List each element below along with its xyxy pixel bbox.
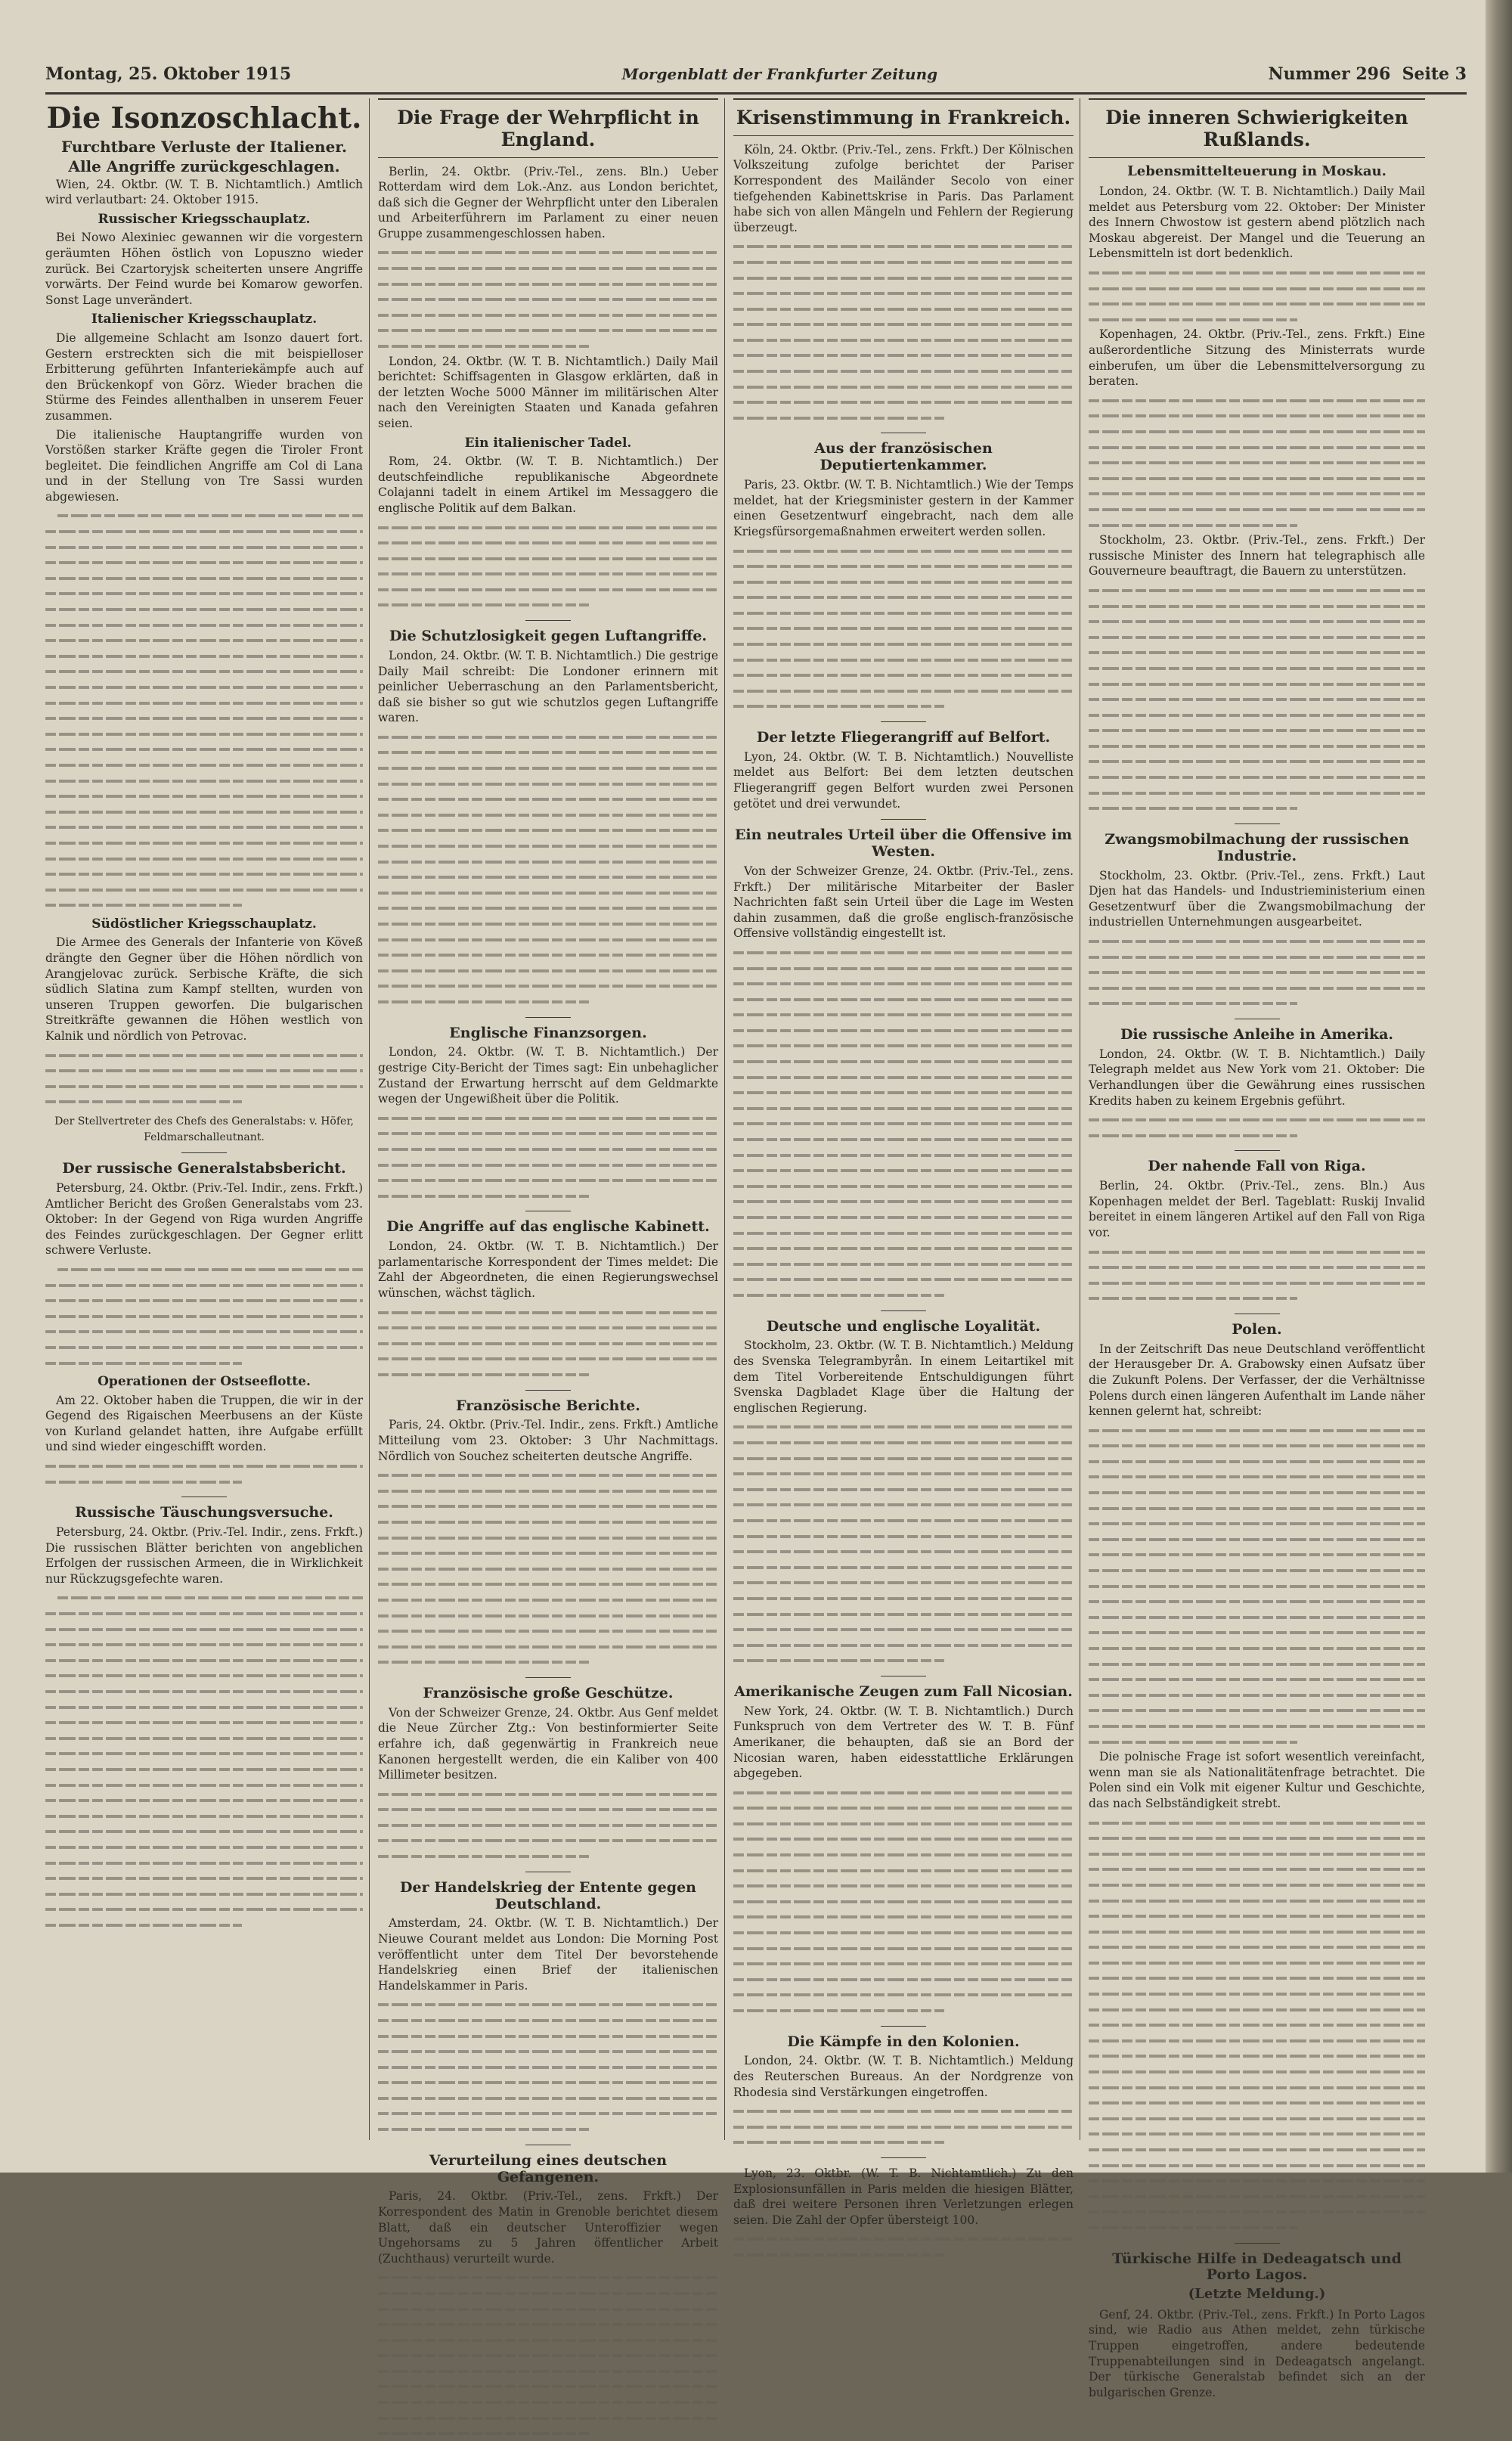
column-divider <box>724 98 725 2140</box>
issue-date: Montag, 25. Oktober 1915 <box>45 64 292 84</box>
article-subhead: (Letzte Meldung.) <box>1188 2286 1326 2303</box>
column-1 <box>45 98 363 2140</box>
paragraph: New York, 24. Oktbr. (W. T. B. Nichtamtlich.) Durch Funkspruch von dem Vertreter des W. T. B. Fünf Amerikaner, die behaupten, daß sie an Bord der Nicosian waren, haben eidesstattliche Erklärungen abgegeben. <box>733 1704 1074 1781</box>
paragraph: Amsterdam, 24. Oktbr. (W. T. B. Nichtamtlich.) Der Nieuwe Courant meldet aus London: Die Morning Post veröffentlicht unter dem Titel Der bevorstehende Handelskrieg einen Brief der italienischen Handelskammer in Paris. <box>378 1916 718 1993</box>
paragraph: Von der Schweizer Grenze, 24. Oktbr. (Priv.-Tel., zens. Frkft.) Der militärische Mitarbeiter der Basler Nachrichten faßt sein Urteil über die Lage im Westen dahin zusammen, daß die große englisch-französische Offensive vollständig eingestellt ist. <box>733 864 1074 941</box>
paragraph: London, 24. Oktbr. (W. T. B. Nichtamtlich.) Der parlamentarische Korrespondent der Times meldet: Die Zahl der Abgeordneten, die einen Regierungswechsel wünschen, wächst täglich. <box>378 1239 718 1300</box>
book-spine-edge <box>1486 0 1512 2173</box>
paragraph: Stockholm, 23. Oktbr. (W. T. B. Nichtamtlich.) Meldung des Svenska Telegrambyrån. In einem Leitartikel mit dem Titel Vorbereitende Entschuldigungen führt Svenska Dagbladet Klage über die Haltung der englischen Regierung. <box>733 1338 1074 1415</box>
article-headline: Die Isonzoschlacht. <box>46 101 362 135</box>
column-2 <box>378 98 718 2266</box>
column-3 <box>733 98 1074 2227</box>
article-headline: Verurteilung eines deutschen Gefangenen. <box>429 2151 668 2185</box>
section-heading: Ein italienischer Tadel. <box>464 435 632 451</box>
section-heading: Russischer Kriegsschauplatz. <box>98 211 311 227</box>
paragraph: London, 24. Oktbr. (W. T. B. Nichtamtlich.) Meldung des Reuterschen Bureaus. An der Nordgrenze von Rhodesia sind Verstärkungen eingetroffen. <box>733 2054 1074 2099</box>
article-headline: Die Schutzlosigkeit gegen Luftangriffe. <box>389 628 708 645</box>
paragraph: In der Zeitschrift Das neue Deutschland veröffentlicht der Herausgeber Dr. A. Grabowsky einen Aufsatz über die Zukunft Polens. Der Verfasser, der die Verhältnisse Polens durch einen längeren Aufenthalt im Lande näher kennen gelernt hat, schreibt: <box>1089 1341 1425 1419</box>
paragraph: Stockholm, 23. Oktbr. (Priv.-Tel., zens. Frkft.) Der russische Minister des Innern hat telegraphisch alle Gouverneure beauftragt, die Bauern zu unterstützen. <box>1089 533 1425 578</box>
paragraph: Paris, 23. Oktbr. (W. T. B. Nichtamtlich.) Wie der Temps meldet, hat der Kriegsminister gestern in der Kammer einen Gesetzentwurf eingebracht, nach dem alle Kriegsfürsorgemaßnahmen erweitert werden sollen. <box>733 478 1074 538</box>
paragraph: London, 24. Oktbr. (W. T. B. Nichtamtlich.) Daily Mail berichtet: Schiffsagenten in Glasgow erklärten, daß in der letzten Woche 5000 Männer im militärischen Alter nach den Vereinigten Staaten und Kanada gefahren seien. <box>378 354 718 430</box>
paragraph: Paris, 24. Oktbr. (Priv.-Tel. Indir., zens. Frkft.) Amtliche Mitteilung vom 23. Oktober: 3 Uhr Nachmittags. Nördlich von Souchez scheiterten deutsche Angriffe. <box>378 1418 718 1463</box>
article-headline: Der nahende Fall von Riga. <box>1148 1158 1366 1175</box>
paragraph: Lyon, 24. Oktbr. (W. T. B. Nichtamtlich.) Nouvelliste meldet aus Belfort: Bei dem letzten deutschen Fliegerangriff gegen Belfort wurden zwei Personen getötet und drei verwundet. <box>733 749 1074 811</box>
paragraph: Petersburg, 24. Oktbr. (Priv.-Tel. Indir., zens. Frkft.) Amtlicher Bericht des Großen Generalstabs vom 23. Oktober: In der Gegend von Riga wurden Angriffe des Feindes zurückgeschlagen. Der Gegner erlitt schwere Verluste. <box>45 1181 363 1258</box>
paragraph: London, 24. Oktbr. (W. T. B. Nichtamtlich.) Die gestrige Daily Mail schreibt: Die Londoner erinnern mit peinlicher Ueberraschung an den Parlamentsbericht, daß sie bisher so gut wie schutzlos gegen Luftangriffe waren. <box>378 648 718 725</box>
article-headline: Englische Finanzsorgen. <box>449 1024 647 1041</box>
article-headline: Die Angriffe auf das englische Kabinett. <box>386 1218 710 1236</box>
issue-number: Nummer 296 <box>1268 64 1391 84</box>
article-subhead: Furchtbare Verluste der Italiener. <box>61 137 347 156</box>
paragraph: Wien, 24. Oktbr. (W. T. B. Nichtamtlich.) Amtlich wird verlautbart: 24. Oktober 1915. <box>45 177 363 207</box>
paragraph: Die Armee des Generals der Infanterie von Köveß drängte den Gegner über die Höhen nördlich von Arangjelovac zurück. Serbische Kräfte, die sich südlich Slatina zum Kampf stellten, wurden von unseren Truppen geworfen. Die bulgarischen Streitkräfte gewannen die Höhen westlich von Kalnik und nördlich von Petrovac. <box>45 935 363 1044</box>
paragraph: Rom, 24. Oktbr. (W. T. B. Nichtamtlich.) Der deutschfeindliche republikanische Abgeordnete Colajanni tadelt in einem Artikel im Messaggero die englische Politik auf dem Balkan. <box>378 454 718 515</box>
article-headline: Französische große Geschütze. <box>423 1684 674 1701</box>
article-headline: Die inneren Schwierigkeiten Rußlands. <box>1105 107 1408 150</box>
paragraph: Lyon, 23. Oktbr. (W. T. B. Nichtamtlich.) Zu den Explosionsunfällen in Paris melden die hiesigen Blätter, daß drei weitere Personen ihren Verletzungen erlegen seien. Die Zahl der Opfer übersteigt 100. <box>733 2167 1074 2227</box>
section-heading: Italienischer Kriegsschauplatz. <box>91 312 318 327</box>
paragraph: Stockholm, 23. Oktbr. (Priv.-Tel., zens. Frkft.) Laut Djen hat das Handels- und Industrieministerium einen Gesetzentwurf über die Zwangsmobilmachung der industriellen Unternehmungen ausgearbeitet. <box>1089 868 1425 929</box>
article-headline: Die Kämpfe in den Kolonien. <box>787 2033 1020 2050</box>
column-divider <box>369 98 370 2140</box>
article-headline: Aus der französischen Deputiertenkammer. <box>814 440 993 474</box>
paragraph: Köln, 24. Oktbr. (Priv.-Tel., zens. Frkft.) Der Kölnischen Volkszeitung zufolge berichtet der Pariser Korrespondent des Mailänder Secolo von einer tiefgehenden Kabinettskrise in Paris. Das Parlament habe sich von allen Mängeln und Fehlern der Regierung überzeugt. <box>733 142 1074 234</box>
masthead <box>45 59 1467 89</box>
paragraph: London, 24. Oktbr. (W. T. B. Nichtamtlich.) Daily Telegraph meldet aus New York vom 21. Oktober: Die Verhandlungen über die Gewährung eines russischen Kredits haben zu keinem Ergebnis geführt. <box>1089 1047 1425 1108</box>
masthead-rule <box>45 92 1467 95</box>
section-heading: Operationen der Ostseeflotte. <box>98 1374 311 1390</box>
article-headline: Russische Täuschungsversuche. <box>75 1504 333 1521</box>
article-subhead: Lebensmittelteuerung in Moskau. <box>1127 163 1387 179</box>
article-headline: Amerikanische Zeugen zum Fall Nicosian. <box>734 1683 1073 1700</box>
issue-number-page <box>1268 64 1467 84</box>
article-headline: Die russische Anleihe in Amerika. <box>1120 1025 1394 1043</box>
signature-line: Der Stellvertreter des Chefs des Generalstabs: v. Höfer, Feldmarschalleutnant. <box>54 1115 354 1143</box>
page-number: Seite 3 <box>1402 64 1467 84</box>
article-headline: Französische Berichte. <box>456 1397 640 1414</box>
article-headline: Der Handelskrieg der Entente gegen Deutschland. <box>400 1878 696 1912</box>
paragraph: Paris, 24. Oktbr. (Priv.-Tel., zens. Frkft.) Der Korrespondent des Matin in Grenoble berichtet diesem Blatt, daß ein deutscher Unteroffizier wegen Ungehorsams zu 5 Jahren öffentlicher Arbeit (Zuchthaus) verurteilt wurde. <box>378 2189 718 2266</box>
paragraph: Petersburg, 24. Oktbr. (Priv.-Tel. Indir., zens. Frkft.) Die russischen Blätter berichten von angeblichen Erfolgen der russischen Armeen, die in Wirklichkeit nur Rückzugsgefechte waren. <box>45 1525 363 1586</box>
column-4 <box>1089 98 1425 2399</box>
article-headline: Die Frage der Wehrpflicht in England. <box>397 107 699 150</box>
section-heading: Südöstlicher Kriegsschauplatz. <box>91 916 317 932</box>
paragraph: Von der Schweizer Grenze, 24. Oktbr. Aus Genf meldet die Neue Zürcher Ztg.: Von bestinformierter Seite erfahre ich, daß gegenwärtig in Frankreich neue Kanonen hergestellt werden, die ein Kaliber von 400 Millimeter besitzen. <box>378 1705 718 1782</box>
article-headline: Der russische Generalstabsbericht. <box>62 1160 346 1177</box>
article-headline: Polen. <box>1232 1320 1282 1338</box>
article-headline: Deutsche und englische Loyalität. <box>766 1317 1041 1335</box>
paper-title: Morgenblatt der Frankfurter Zeitung <box>621 65 938 83</box>
paragraph: London, 24. Oktbr. (W. T. B. Nichtamtlich.) Daily Mail meldet aus Petersburg vom 22. Oktober: Der Minister des Innern Chwostow ist gestern abend plötzlich nach Moskau abgereist. Der Mangel und die Teuerung an Lebensmitteln ist dort bedenklich. <box>1089 185 1425 261</box>
article-subhead: Alle Angriffe zurückgeschlagen. <box>68 157 340 175</box>
article-headline: Zwangsmobilmachung der russischen Industrie. <box>1105 830 1409 864</box>
paragraph: Die italienische Hauptangriffe wurden von Vorstößen starker Kräfte gegen die Tiroler Front begleitet. Die feindlichen Angriffe am Col di Lana und in der Stellung von Tre Sassi wurden abgewiesen. <box>45 427 363 504</box>
paragraph: Berlin, 24. Oktbr. (Priv.-Tel., zens. Bln.) Ueber Rotterdam wird dem Lok.-Anz. aus London berichtet, daß sich die Gegner der Wehrpflicht unter den Liberalen und Arbeiterführern im Parlament zu einer neuen Gruppe zusammengeschlossen haben. <box>378 164 718 240</box>
article-headline: Ein neutrales Urteil über die Offensive im Westen. <box>734 827 1073 861</box>
article-headline: Türkische Hilfe in Dedeagatsch und Porto Lagos. <box>1112 2250 1402 2284</box>
paragraph: Kopenhagen, 24. Oktbr. (Priv.-Tel., zens. Frkft.) Eine außerordentliche Sitzung des Ministerrats wurde einberufen, um über die Lebensmittelversorgung zu beraten. <box>1089 327 1425 389</box>
article-headline: Der letzte Fliegerangriff auf Belfort. <box>756 729 1051 746</box>
paragraph: Genf, 24. Oktbr. (Priv.-Tel., zens. Frkft.) In Porto Lagos sind, wie Radio aus Athen meldet, zehn türkische Truppen eingetroffen, andere bedeutende Truppenabteilungen sind in Dedeagatsch angelangt. Der türkische Generalstab befindet sich an der bulgarischen Grenze. <box>1089 2307 1425 2399</box>
paragraph: Die allgemeine Schlacht am Isonzo dauert fort. Gestern erstreckten sich die mit beispielloser Erbitterung geführten Infanteriekämpfe auch auf den Brückenkopf von Görz. Wieder brachen die Stürme des Feindes allenthalben in unserem Feuer zusammen. <box>45 330 363 423</box>
paragraph: Die polnische Frage ist sofort wesentlich vereinfacht, wenn man sie als Nationalitätenfrage betrachtet. Die Polen sind ein Volk mit eigener Kultur und Geschichte, das nach Selbständigkeit strebt. <box>1089 1750 1425 1810</box>
article-headline: Krisenstimmung in Frankreich. <box>736 107 1071 129</box>
paragraph: Am 22. Oktober haben die Truppen, die wir in der Gegend des Rigaischen Meerbusens an der Küste von Kurland gelandet hatten, ihre Aufgabe erfüllt und sind wieder eingeschifft worden. <box>45 1393 363 1454</box>
paragraph: Bei Nowo Alexiniec gewannen wir die vorgestern geräumten Höhen östlich von Lopuszno wieder zurück. Bei Czartoryjsk scheiterten unsere Angriffe vorwärts. Der Feind wurde bei Komarow geworfen. Sonst Lage unverändert. <box>45 231 363 307</box>
paragraph: London, 24. Oktbr. (W. T. B. Nichtamtlich.) Der gestrige City-Bericht der Times sagt: Ein unbehaglicher Zustand der Erwartung herrscht auf dem Geldmarkte wegen der Ungewißheit über die Politik. <box>378 1045 718 1106</box>
paragraph: Berlin, 24. Oktbr. (Priv.-Tel., zens. Bln.) Aus Kopenhagen meldet der Berl. Tageblatt: Ruskij Invalid bereitet in einem längeren Artikel auf den Fall von Riga vor. <box>1089 1179 1425 1239</box>
